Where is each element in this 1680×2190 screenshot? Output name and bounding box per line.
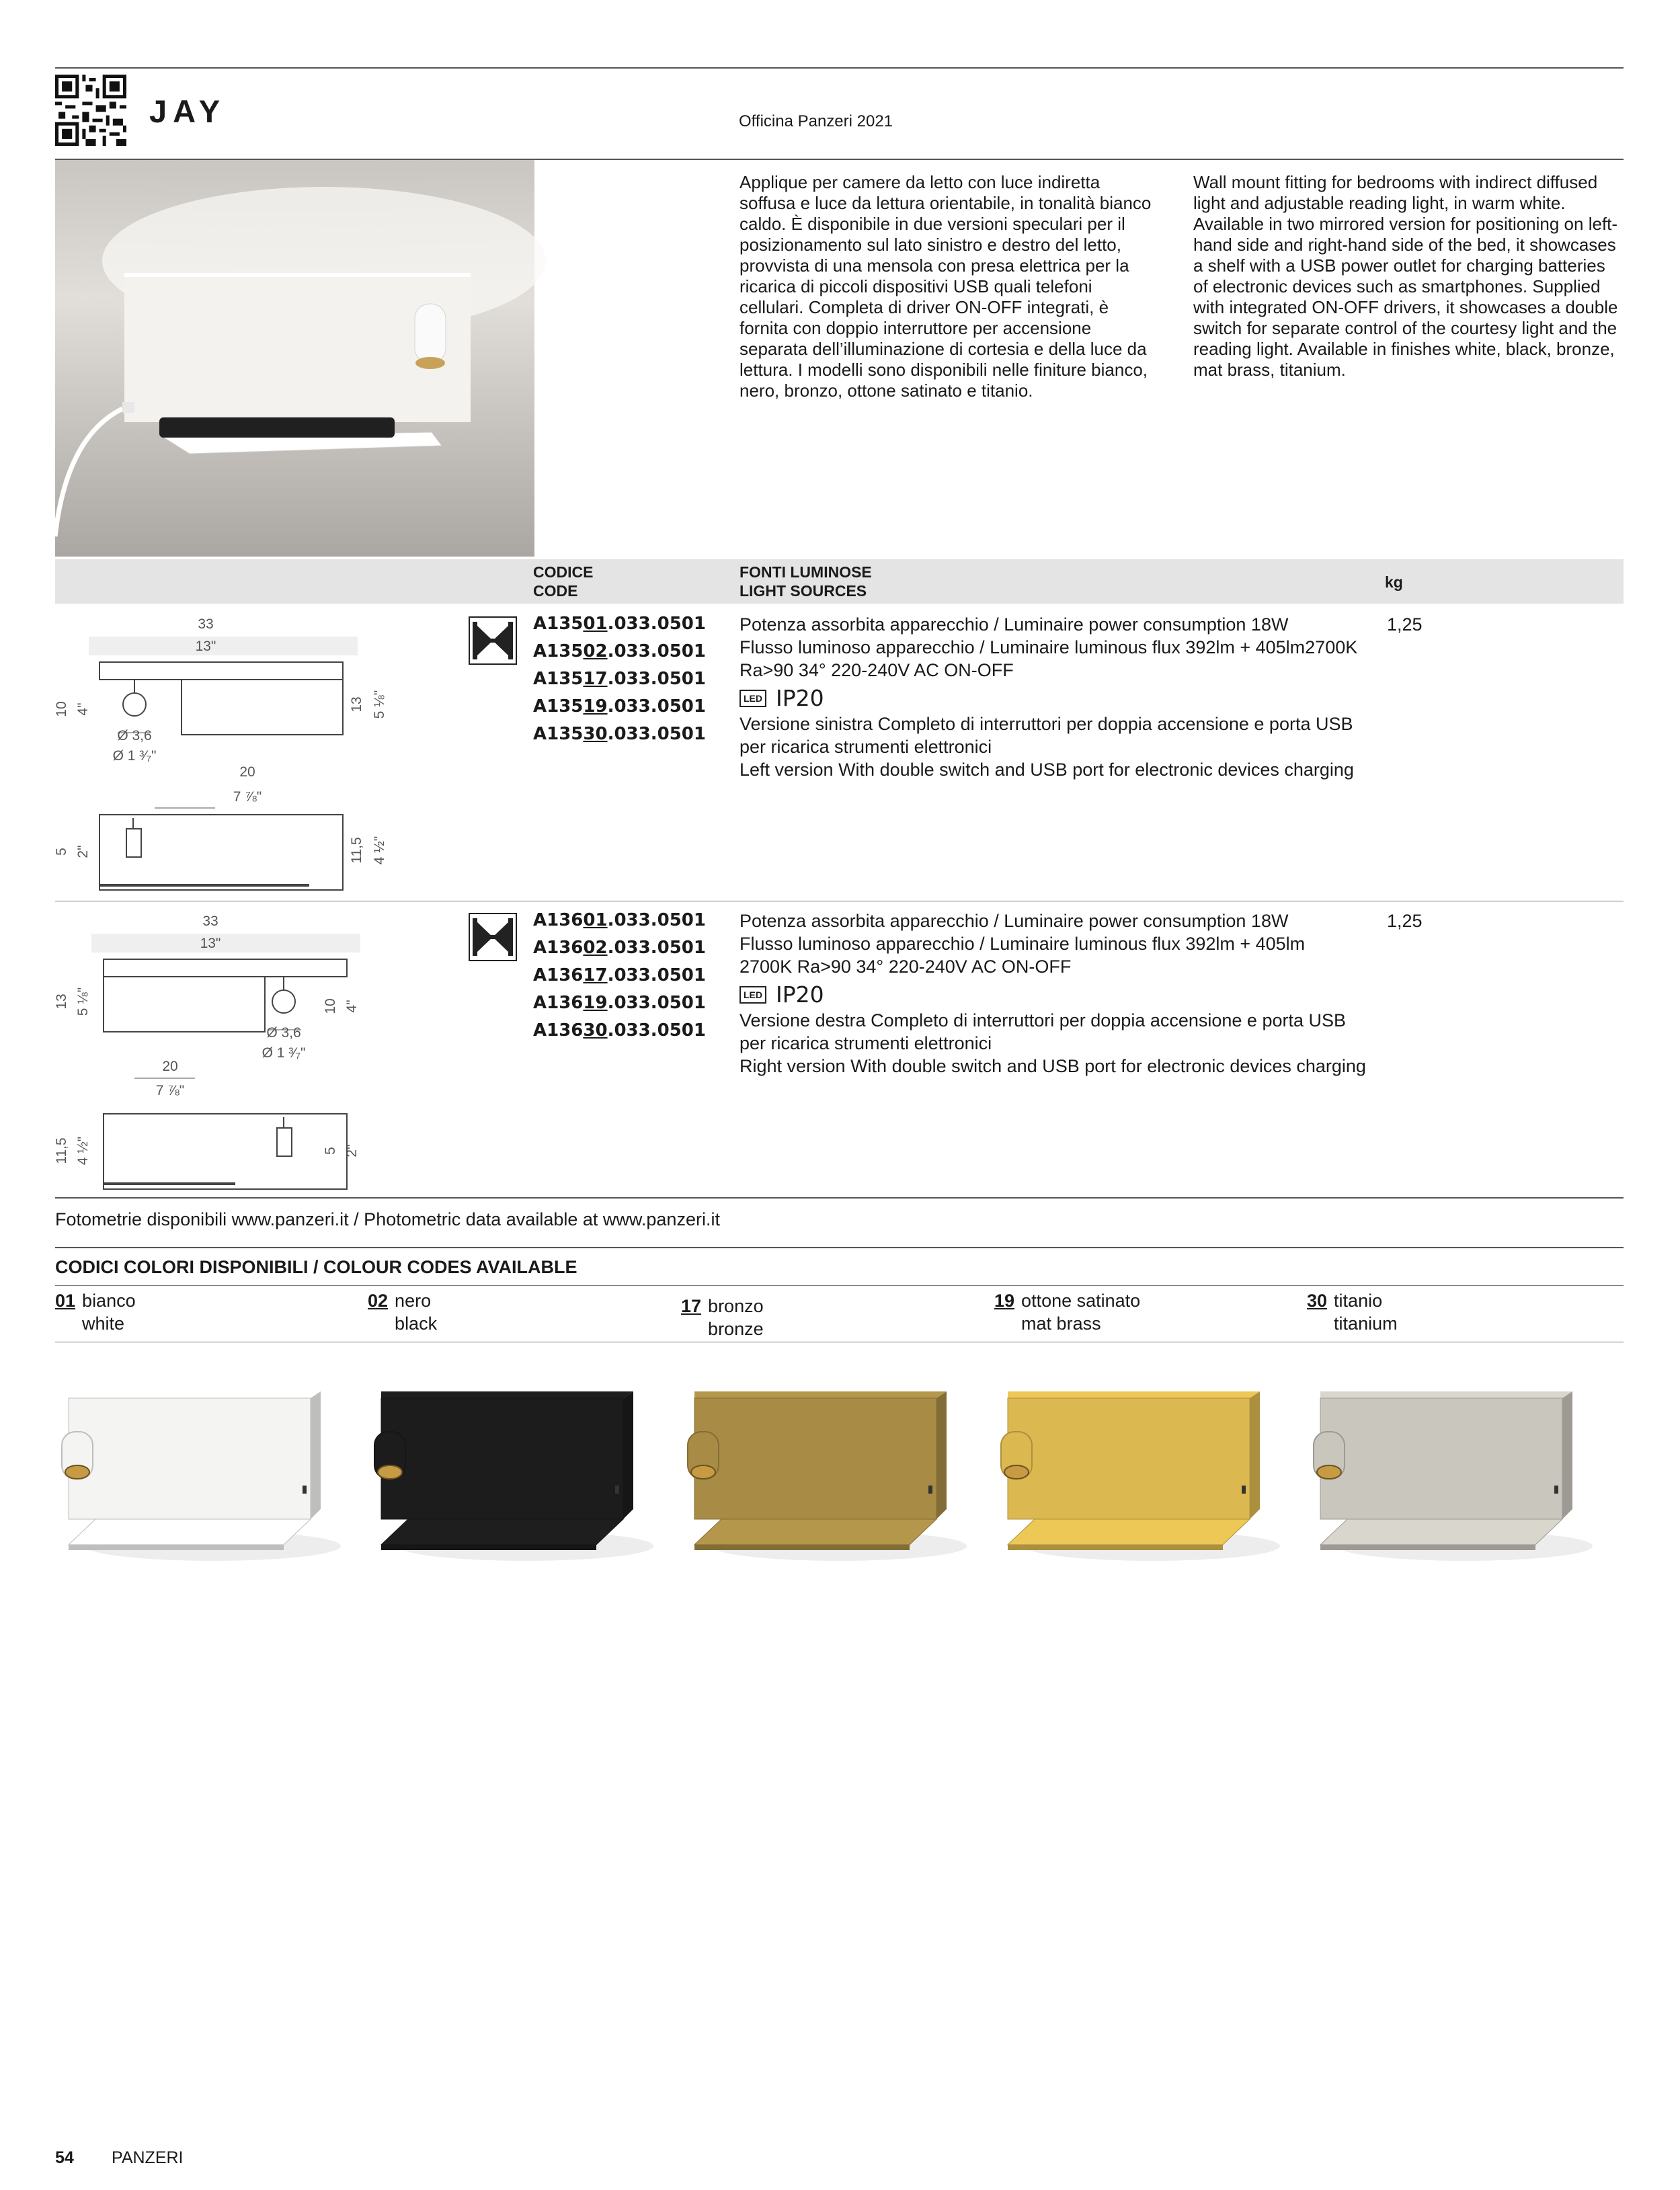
dim-height: 10 bbox=[54, 701, 69, 717]
dim-depth: 20 bbox=[162, 1059, 178, 1074]
dim-side: 13 bbox=[349, 696, 364, 713]
dim-total: 11,5 bbox=[349, 837, 364, 864]
dim-shelf-in: 2" bbox=[75, 845, 91, 858]
product-code: A13517.033.0501 bbox=[533, 669, 706, 689]
spec-block-right bbox=[739, 909, 1385, 1078]
header-light-it: FONTI LUMINOSE bbox=[739, 563, 872, 581]
colour-name-en: black bbox=[395, 1313, 438, 1334]
version-line: Versione destra Completo di interruttori per doppia accensione e porta USB bbox=[739, 1010, 1347, 1030]
colour-code: 02 bbox=[368, 1291, 389, 1311]
version-line: Versione sinistra Completo di interruttori per doppia accensione e porta USB bbox=[739, 714, 1353, 734]
product-photo bbox=[55, 160, 534, 557]
product-code: A13601.033.0501 bbox=[533, 910, 706, 930]
dim-shelf-in: 2" bbox=[344, 1144, 360, 1158]
spec-line: Potenza assorbita apparecchio / Luminaire power consumption 18W bbox=[739, 911, 1289, 931]
spec-line: Flusso luminoso apparecchio / Luminaire luminous flux 392lm + 405lm bbox=[739, 934, 1306, 954]
dim-side: 13 bbox=[54, 993, 69, 1010]
finish-render-black bbox=[368, 1371, 657, 1573]
colour-code: 01 bbox=[55, 1291, 76, 1311]
page-number: 54 bbox=[55, 2148, 74, 2167]
colour-option-black bbox=[368, 1289, 437, 1335]
colour-name-en: bronze bbox=[708, 1319, 764, 1339]
product-code: A13519.033.0501 bbox=[533, 696, 706, 717]
header-code-it: CODICE bbox=[533, 563, 594, 581]
wall-mount-icon bbox=[469, 913, 517, 961]
ip-rating: IP20 bbox=[776, 685, 824, 711]
ip-rating: IP20 bbox=[776, 981, 824, 1008]
version-line: Left version With double switch and USB port for electronic devices charging bbox=[739, 760, 1354, 780]
colour-codes-title: CODICI COLORI DISPONIBILI / COLOUR CODES AVAILABLE bbox=[55, 1257, 577, 1277]
dim-total: 11,5 bbox=[54, 1137, 69, 1164]
weight-right: 1,25 bbox=[1387, 911, 1423, 931]
dim-height: 10 bbox=[323, 998, 338, 1014]
dimension-drawing-left bbox=[34, 608, 387, 897]
colour-option-titanium bbox=[1307, 1289, 1398, 1335]
spec-line: Flusso luminoso apparecchio / Luminaire luminous flux 392lm + 405lm2700K bbox=[739, 637, 1358, 657]
product-code: A13619.033.0501 bbox=[533, 993, 706, 1013]
dim-diameter-in: Ø 1 ³⁄₇" bbox=[262, 1045, 306, 1061]
colour-name-it: nero bbox=[395, 1291, 432, 1311]
product-code: A13502.033.0501 bbox=[533, 641, 706, 661]
colour-name-it: titanio bbox=[1334, 1291, 1383, 1311]
dim-width-in: 13" bbox=[195, 639, 216, 654]
qr-code-icon bbox=[55, 75, 126, 146]
finish-render-bronze bbox=[681, 1371, 970, 1573]
spec-block-left bbox=[739, 613, 1378, 781]
description-english: Wall mount fitting for bedrooms with indirect diffused light and adjustable reading light, in warm white. Available in two mirrored version for positioning on left-hand side and right-hand side of the bed, it showcases a shelf with a USB power outlet for charging batteries of electronic devices such as smartphones. Supplied with integrated ON-OFF drivers, it showcases a double switch for separate control of the courtesy light and the reading light. Available in finishes white, black, bronze, mat brass, titanium. bbox=[1193, 172, 1618, 380]
header-light-en: LIGHT SOURCES bbox=[739, 582, 867, 600]
product-code: A13530.033.0501 bbox=[533, 724, 706, 744]
header-code-en: CODE bbox=[533, 582, 578, 600]
spec-line: Potenza assorbita apparecchio / Luminaire power consumption 18W bbox=[739, 614, 1289, 635]
dim-depth: 20 bbox=[239, 764, 255, 780]
code-list-left bbox=[533, 610, 706, 748]
colour-name-en: white bbox=[82, 1313, 125, 1334]
product-title: JAY bbox=[149, 93, 227, 129]
dim-depth-in: 7 ⅞" bbox=[155, 1083, 185, 1098]
weight-left: 1,25 bbox=[1387, 614, 1423, 635]
led-icon: LED bbox=[739, 986, 766, 1004]
version-line: Right version With double switch and USB port for electronic devices charging bbox=[739, 1056, 1366, 1076]
dimension-drawing-right bbox=[34, 905, 370, 1194]
header-weight: kg bbox=[1385, 573, 1403, 591]
top-rule bbox=[55, 67, 1624, 69]
description-italian: Applique per camere da letto con luce indiretta soffusa e luce da lettura orientabile, in tonalità bianco caldo. È disponibile in due versioni speculari per il posizionamento sul lato sinistro e destro del letto, provvista di una mensola con presa elettrica per la ricarica di piccoli dispositivi USB quali telefoni cellulari. Completa di driver ON-OFF integrati, è fornita con doppio interruttore per accensione separata dell’illuminazione di cortesia e della luce da lettura. I modelli sono disponibili nelle finiture bianco, nero, bronzo, ottone satinato e titanio. bbox=[739, 172, 1152, 401]
dim-depth-in: 7 ⅞" bbox=[233, 789, 262, 805]
colour-name-en: titanium bbox=[1334, 1313, 1398, 1334]
colour-name-it: bronzo bbox=[708, 1296, 764, 1316]
section-rule bbox=[55, 1285, 1624, 1286]
finish-render-white bbox=[55, 1371, 344, 1573]
dim-height-in: 4" bbox=[344, 1000, 360, 1013]
colour-code: 19 bbox=[994, 1291, 1015, 1311]
ip-rating-row bbox=[739, 687, 1378, 710]
product-code: A13630.033.0501 bbox=[533, 1020, 706, 1041]
wall-mount-icon bbox=[469, 616, 517, 665]
colour-name-it: bianco bbox=[82, 1291, 136, 1311]
led-icon: LED bbox=[739, 690, 766, 707]
dim-diameter-in: Ø 1 ³⁄₇" bbox=[112, 748, 157, 764]
dim-diameter: Ø 3,6 bbox=[266, 1025, 301, 1041]
dim-total-in: 4 ½" bbox=[372, 836, 387, 865]
colour-code: 17 bbox=[681, 1296, 702, 1316]
colour-option-bronze bbox=[681, 1295, 764, 1340]
dim-diameter: Ø 3,6 bbox=[117, 728, 152, 743]
colour-name-it: ottone satinato bbox=[1021, 1291, 1141, 1311]
dim-width: 33 bbox=[198, 616, 214, 632]
dim-side-in: 5 ⅛" bbox=[75, 987, 91, 1016]
dim-total-in: 4 ½" bbox=[75, 1136, 91, 1166]
code-list-right bbox=[533, 907, 706, 1045]
product-code: A13617.033.0501 bbox=[533, 965, 706, 985]
colour-option-white bbox=[55, 1289, 136, 1335]
spec-line: 2700K Ra>90 34° 220-240V AC ON-OFF bbox=[739, 957, 1072, 977]
product-code: A13501.033.0501 bbox=[533, 614, 706, 634]
dim-width: 33 bbox=[202, 914, 218, 929]
dim-width-in: 13" bbox=[200, 936, 221, 951]
footer-brand: PANZERI bbox=[112, 2148, 184, 2167]
colour-code: 30 bbox=[1307, 1291, 1328, 1311]
row-divider bbox=[55, 1197, 1624, 1199]
finish-render-titanium bbox=[1307, 1371, 1596, 1573]
colour-option-brass bbox=[994, 1289, 1140, 1335]
product-code: A13602.033.0501 bbox=[533, 938, 706, 958]
dim-height-in: 4" bbox=[75, 702, 91, 716]
ip-rating-row bbox=[739, 983, 1385, 1006]
colour-name-en: mat brass bbox=[1021, 1313, 1101, 1334]
section-rule bbox=[55, 1247, 1624, 1248]
photometry-note: Fotometrie disponibili www.panzeri.it / Photometric data available at www.panzeri.it bbox=[55, 1209, 720, 1229]
dim-shelf: 5 bbox=[54, 848, 69, 856]
publisher-label: Officina Panzeri 2021 bbox=[739, 112, 893, 130]
version-line: per ricarica strumenti elettronici bbox=[739, 737, 992, 757]
dim-side-in: 5 ⅛" bbox=[372, 690, 387, 719]
spec-line: Ra>90 34° 220-240V AC ON-OFF bbox=[739, 660, 1014, 680]
version-line: per ricarica strumenti elettronici bbox=[739, 1033, 992, 1053]
dim-shelf: 5 bbox=[323, 1147, 338, 1155]
finish-render-brass bbox=[994, 1371, 1283, 1573]
